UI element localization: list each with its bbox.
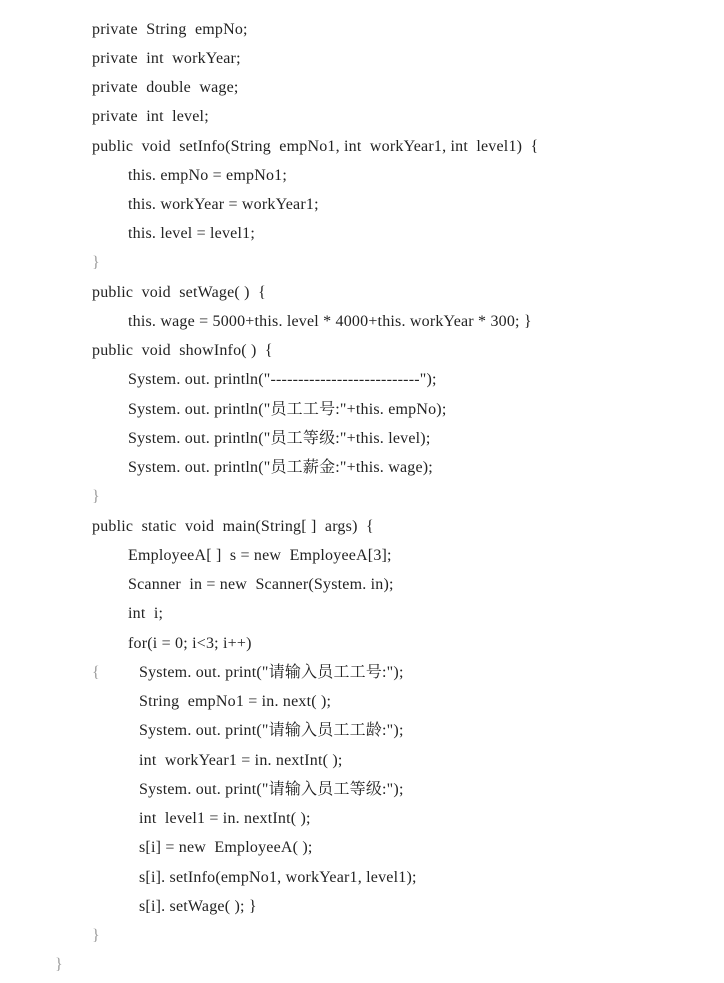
code-line: s[i]. setWage( ); } (139, 898, 257, 915)
code-line: this. wage = 5000+this. level * 4000+this. workYear * 300; } (128, 313, 532, 330)
code-line: System. out. print("请输入员工等级:"); (139, 781, 404, 798)
code-line-field-wage: private double wage; (92, 79, 239, 96)
code-line: this. level = level1; (128, 225, 255, 242)
code-line: Scanner in = new Scanner(System. in); (128, 576, 394, 593)
code-line: System. out. print("请输入员工工龄:"); (139, 722, 404, 739)
code-line: System. out. print("请输入员工工号:"); (139, 664, 404, 681)
opening-brace: { (92, 664, 100, 681)
code-line-main-signature: public static void main(String[ ] args) { (92, 518, 374, 535)
code-line-field-level: private int level; (92, 108, 209, 125)
closing-brace: } (92, 254, 100, 271)
code-line-setinfo-signature: public void setInfo(String empNo1, int workYear1, int level1) { (92, 138, 539, 155)
code-line: System. out. println("员工薪金:"+this. wage); (128, 459, 433, 476)
code-line: int i; (128, 605, 164, 622)
code-line: this. empNo = empNo1; (128, 167, 287, 184)
code-line: System. out. println("员工工号:"+this. empNo); (128, 401, 447, 418)
code-line-for-loop: for(i = 0; i<3; i++) (128, 635, 252, 652)
code-line-setwage-signature: public void setWage( ) { (92, 284, 266, 301)
code-line: this. workYear = workYear1; (128, 196, 319, 213)
code-line: int level1 = in. nextInt( ); (139, 810, 311, 827)
code-line: String empNo1 = in. next( ); (139, 693, 332, 710)
code-line: EmployeeA[ ] s = new EmployeeA[3]; (128, 547, 392, 564)
code-line-field-workyear: private int workYear; (92, 50, 241, 67)
closing-brace: } (55, 956, 63, 973)
closing-brace: } (92, 488, 100, 505)
code-line: s[i] = new EmployeeA( ); (139, 839, 313, 856)
code-line: s[i]. setInfo(empNo1, workYear1, level1); (139, 869, 417, 886)
code-line: int workYear1 = in. nextInt( ); (139, 752, 343, 769)
code-line-showinfo-signature: public void showInfo( ) { (92, 342, 273, 359)
closing-brace: } (92, 927, 100, 944)
code-line: System. out. println("员工等级:"+this. level); (128, 430, 431, 447)
code-line: System. out. println("---------------------------"); (128, 371, 437, 388)
code-line-field-empno: private String empNo; (92, 21, 248, 38)
